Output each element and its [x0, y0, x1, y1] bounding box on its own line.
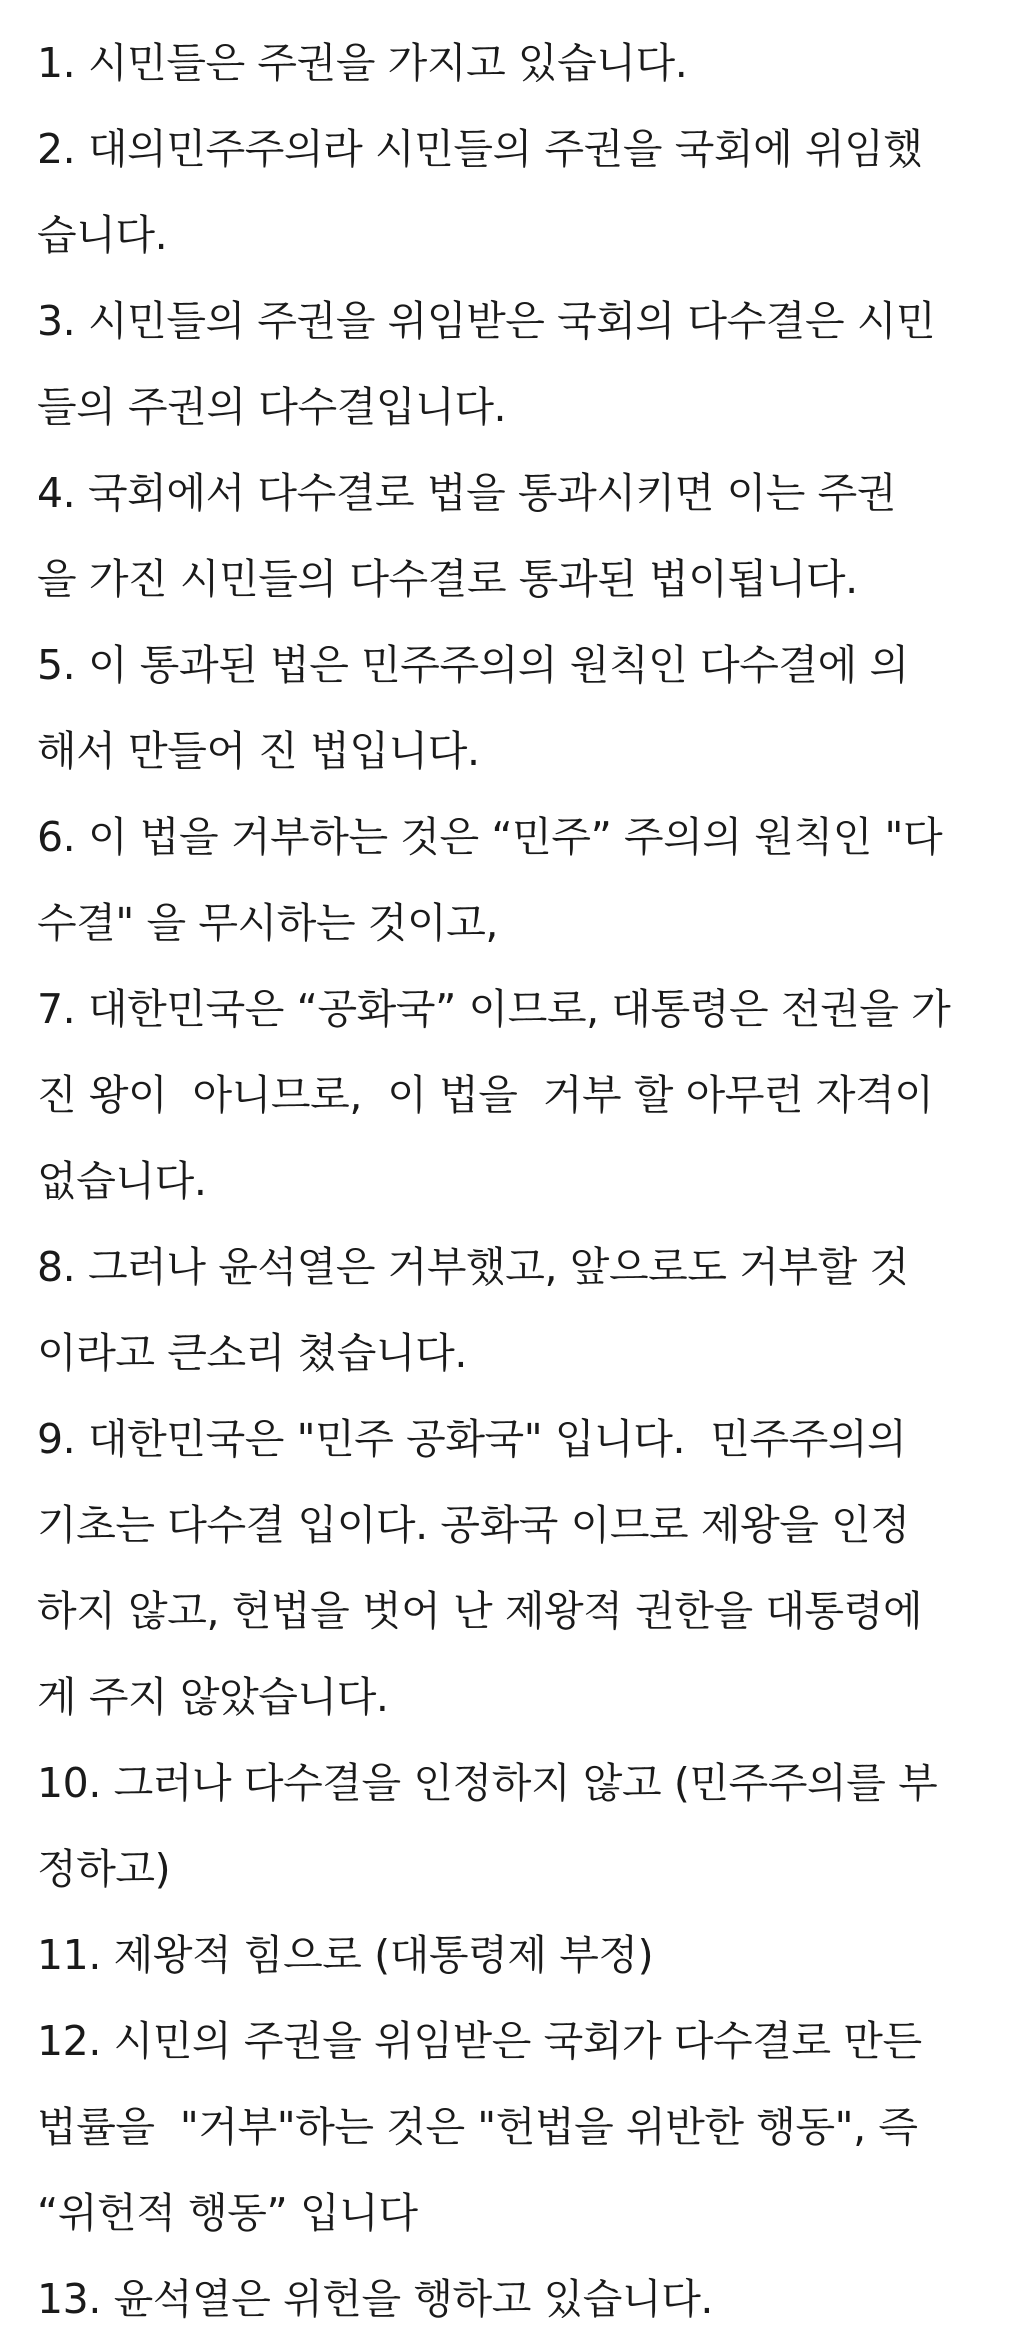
text-line-24: 12. 시민의 주권을 위임받은 국회가 다수결로 만든	[37, 2017, 922, 2065]
text-line-4: 3. 시민들의 주권을 위임받은 국회의 다수결은 시민	[37, 297, 936, 345]
text-line-20: 게 주지 않았습니다.	[37, 1673, 389, 1721]
text-line-3: 습니다.	[37, 211, 168, 259]
text-line-17: 9. 대한민국은 "민주 공화국" 입니다. 민주주의의	[37, 1415, 907, 1463]
text-line-1: 1. 시민들은 주권을 가지고 있습니다.	[37, 39, 688, 87]
text-line-22: 정하고)	[37, 1845, 171, 1893]
text-line-21: 10. 그러나 다수결을 인정하지 않고 (민주주의를 부	[37, 1759, 938, 1807]
text-line-8: 5. 이 통과된 법은 민주주의의 원칙인 다수결에 의	[37, 641, 909, 689]
text-line-6: 4. 국회에서 다수결로 법을 통과시키면 이는 주권	[37, 469, 897, 517]
text-line-14: 없습니다.	[37, 1157, 207, 1205]
text-line-13: 진 왕이 아니므로, 이 법을 거부 할 아무런 자격이	[37, 1071, 934, 1119]
text-line-26: “위헌적 행동” 입니다	[37, 2189, 418, 2237]
text-line-25: 법률을 "거부"하는 것은 "헌법을 위반한 행동", 즉	[37, 2103, 918, 2151]
text-line-2: 2. 대의민주주의라 시민들의 주권을 국회에 위임했	[37, 125, 923, 173]
text-line-16: 이라고 큰소리 쳤습니다.	[37, 1329, 467, 1377]
text-line-11: 수결" 을 무시하는 것이고,	[37, 899, 499, 947]
text-line-12: 7. 대한민국은 “공화국” 이므로, 대통령은 전권을 가	[37, 985, 951, 1033]
text-line-27: 13. 윤석열은 위헌을 행하고 있습니다.	[37, 2275, 714, 2323]
text-line-23: 11. 제왕적 힘으로 (대통령제 부정)	[37, 1931, 654, 1979]
text-line-7: 을 가진 시민들의 다수결로 통과된 법이됩니다.	[37, 555, 858, 603]
text-line-10: 6. 이 법을 거부하는 것은 “민주” 주의의 원칙인 "다	[37, 813, 943, 861]
text-line-5: 들의 주권의 다수결입니다.	[37, 383, 507, 431]
document-body	[37, 20, 1007, 2342]
text-line-19: 하지 않고, 헌법을 벗어 난 제왕적 권한을 대통령에	[37, 1587, 923, 1635]
text-line-15: 8. 그러나 윤석열은 거부했고, 앞으로도 거부할 것	[37, 1243, 909, 1291]
text-line-9: 해서 만들어 진 법입니다.	[37, 727, 480, 775]
text-line-18: 기초는 다수결 입이다. 공화국 이므로 제왕을 인정	[37, 1501, 910, 1549]
